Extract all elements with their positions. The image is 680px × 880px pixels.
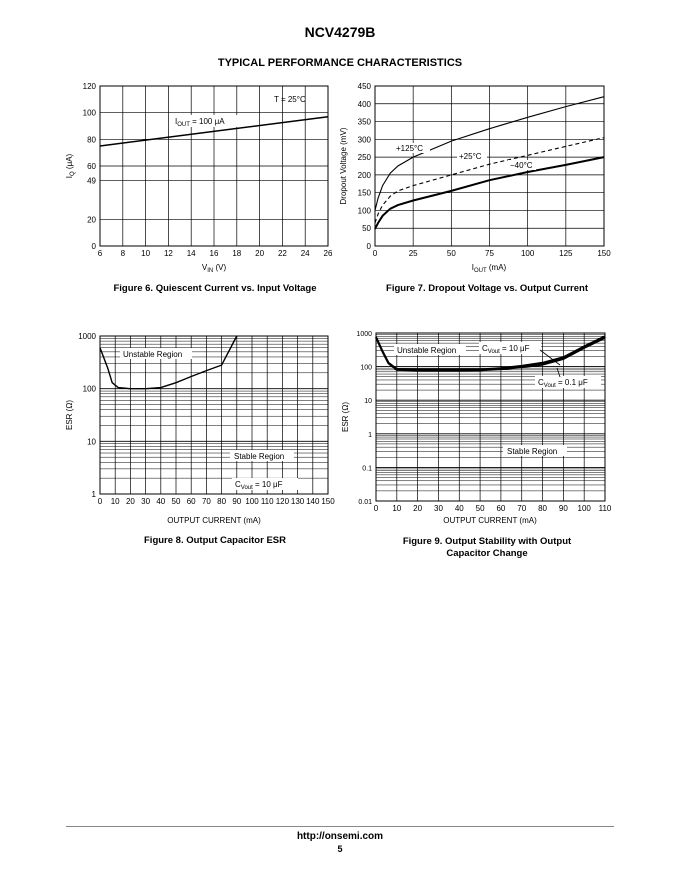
- fig8-boundary-curve: [100, 336, 237, 389]
- fig7-series-label-125: +125°C: [396, 144, 423, 153]
- fig9-xtick-20: 20: [413, 504, 423, 513]
- fig9-xtick-80: 80: [538, 504, 547, 513]
- section-title: TYPICAL PERFORMANCE CHARACTERISTICS: [217, 57, 463, 69]
- fig8-caption: Figure 8. Output Capacitor ESR: [144, 535, 286, 546]
- fig9-unstable-label: Unstable Region: [397, 346, 457, 355]
- fig9-xtick-0: 0: [373, 504, 379, 513]
- fig9-plot-frame: [376, 333, 605, 501]
- fig8-xtick-110: 110: [260, 497, 274, 506]
- fig8-xtick-150: 150: [321, 497, 335, 506]
- fig9-xtick-10: 10: [392, 504, 402, 513]
- fig9-xtick-30: 30: [434, 504, 443, 513]
- page-number: 5: [337, 844, 343, 854]
- fig8-xtick-20: 20: [125, 497, 135, 506]
- fig9-xtick-50: 50: [475, 504, 485, 513]
- fig8-capacitor-label: $C_{Vout} = 10$ μF: [235, 480, 283, 491]
- fig8-xtick-100: 100: [245, 497, 259, 506]
- fig9-xtick-100: 100: [577, 504, 591, 513]
- fig8-xtick-70: 70: [201, 497, 211, 506]
- fig7-ytick-0: 0: [366, 242, 371, 251]
- fig6-ytick-20: 20: [87, 215, 96, 225]
- fig7-ytick-350: 350: [357, 117, 371, 127]
- fig6-ytick-0: 0: [91, 242, 96, 251]
- fig6-ytick-80: 80: [87, 135, 96, 145]
- fig7-ytick-450: 450: [357, 82, 371, 91]
- fig9-cap10-label: $C_{Vout} = 10$ μF: [482, 344, 530, 355]
- fig9-ytick-1: 1: [368, 431, 372, 439]
- fig9-caption: [352, 536, 622, 560]
- fig6-ytick-49: 49: [87, 176, 96, 186]
- fig8-xtick-30: 30: [141, 497, 151, 506]
- fig9-xtick-70: 70: [517, 504, 527, 513]
- fig8-ytick-1000: 1000: [78, 332, 96, 341]
- fig8-xtick-60: 60: [186, 497, 196, 506]
- fig7-y-axis-label: Dropout Voltage (mV): [339, 127, 348, 205]
- fig6-ytick-60: 60: [87, 162, 96, 171]
- fig7-ytick-250: 250: [357, 153, 371, 163]
- figure-7-chart: [339, 82, 611, 274]
- fig7-ytick-100: 100: [357, 206, 371, 216]
- fig6-series-label: $I_{OUT} = 100$ μA: [175, 117, 225, 128]
- figure-9-chart: [341, 331, 612, 525]
- fig7-series-label-25: +25°C: [459, 152, 482, 161]
- fig8-xtick-80: 80: [217, 497, 227, 506]
- fig9-caption-line-1: Figure 9. Output Stability with Output: [402, 536, 572, 547]
- fig7-series-label-m40: −40°C: [510, 161, 533, 170]
- fig9-ytick-10: 10: [364, 398, 372, 406]
- fig7-ytick-150: 150: [357, 188, 371, 198]
- fig8-ytick-10: 10: [87, 437, 96, 447]
- fig8-xtick-120: 120: [275, 497, 290, 506]
- fig6-ytick-100: 100: [82, 108, 96, 118]
- fig9-xtick-110: 110: [598, 504, 612, 513]
- fig6-temperature-label: T = 25°C: [274, 95, 306, 104]
- fig9-stable-label: Stable Region: [507, 447, 558, 456]
- fig8-xtick-10: 10: [110, 497, 120, 506]
- fig6-x-axis-label: $V_{IN}$ (V): [201, 263, 227, 274]
- fig7-ytick-50: 50: [362, 224, 371, 234]
- fig8-xtick-50: 50: [171, 497, 181, 506]
- fig9-ytick-0.01: 0.01: [358, 499, 372, 506]
- fig6-xtick-24: 24: [300, 249, 310, 258]
- fig6-xtick-20: 20: [255, 249, 265, 258]
- fig9-xtick-60: 60: [496, 504, 506, 513]
- fig7-xtick-75: 75: [485, 249, 494, 258]
- fig9-ytick-100: 100: [360, 364, 372, 372]
- fig7-x-axis-label: $I_{OUT}$ (mA): [471, 263, 507, 274]
- fig6-xtick-26: 26: [323, 249, 333, 258]
- fig7-xtick-50: 50: [446, 249, 456, 258]
- fig8-x-axis-label: OUTPUT CURRENT (mA): [167, 516, 261, 525]
- fig9-cap01-leader: [557, 368, 560, 377]
- fig9-xtick-90: 90: [558, 504, 568, 513]
- fig7-ytick-400: 400: [357, 99, 371, 109]
- fig7-caption: Figure 7. Dropout Voltage vs. Output Current: [386, 283, 588, 294]
- fig7-xtick-100: 100: [520, 249, 535, 258]
- fig8-xtick-0: 0: [97, 497, 103, 506]
- fig9-cap01-label: $C_{Vout} = 0.1$ μF: [538, 378, 588, 389]
- fig8-xtick-140: 140: [306, 497, 320, 506]
- figure-6-chart: [65, 82, 333, 274]
- fig7-ytick-300: 300: [357, 135, 371, 145]
- figure-8-chart: [65, 332, 335, 525]
- fig7-ytick-200: 200: [357, 170, 371, 180]
- fig6-xtick-10: 10: [141, 249, 151, 258]
- fig7-xtick-25: 25: [408, 249, 418, 258]
- fig9-y-axis-label: ESR (Ω): [341, 402, 350, 432]
- fig6-xtick-8: 8: [120, 249, 126, 258]
- fig6-xtick-22: 22: [277, 249, 287, 258]
- fig6-xtick-18: 18: [232, 249, 242, 258]
- footer-url[interactable]: http://onsemi.com: [296, 831, 384, 842]
- fig9-caption-line-2: Capacitor Change: [446, 548, 528, 559]
- fig7-xtick-0: 0: [372, 249, 378, 258]
- fig6-y-axis-label: $I_Q$ (μA): [65, 153, 76, 179]
- fig6-xtick-6: 6: [97, 249, 103, 258]
- footer-divider: [66, 826, 614, 827]
- fig9-xtick-40: 40: [454, 504, 464, 513]
- fig8-ytick-1: 1: [91, 490, 96, 499]
- fig8-xtick-130: 130: [290, 497, 305, 506]
- fig9-x-axis-label: OUTPUT CURRENT (mA): [443, 516, 537, 525]
- fig8-stable-label: Stable Region: [234, 452, 285, 461]
- fig6-xtick-14: 14: [186, 249, 196, 258]
- fig6-xtick-16: 16: [209, 249, 219, 258]
- fig9-ytick-0.1: 0.1: [362, 465, 372, 473]
- fig6-ytick-120: 120: [82, 82, 96, 91]
- fig7-xtick-150: 150: [597, 249, 611, 258]
- fig8-y-axis-label: ESR (Ω): [65, 400, 74, 430]
- fig6-xtick-12: 12: [163, 249, 173, 258]
- fig9-ytick-1000: 1000: [356, 331, 372, 338]
- fig6-caption: Figure 6. Quiescent Current vs. Input Voltage: [113, 283, 317, 294]
- fig8-ytick-100: 100: [82, 384, 96, 394]
- fig8-plot-frame: [100, 336, 328, 494]
- fig8-xtick-90: 90: [232, 497, 242, 506]
- document-title: NCV4279B: [304, 24, 376, 40]
- fig8-unstable-label: Unstable Region: [123, 350, 183, 359]
- fig8-xtick-40: 40: [156, 497, 166, 506]
- fig7-xtick-125: 125: [559, 249, 573, 258]
